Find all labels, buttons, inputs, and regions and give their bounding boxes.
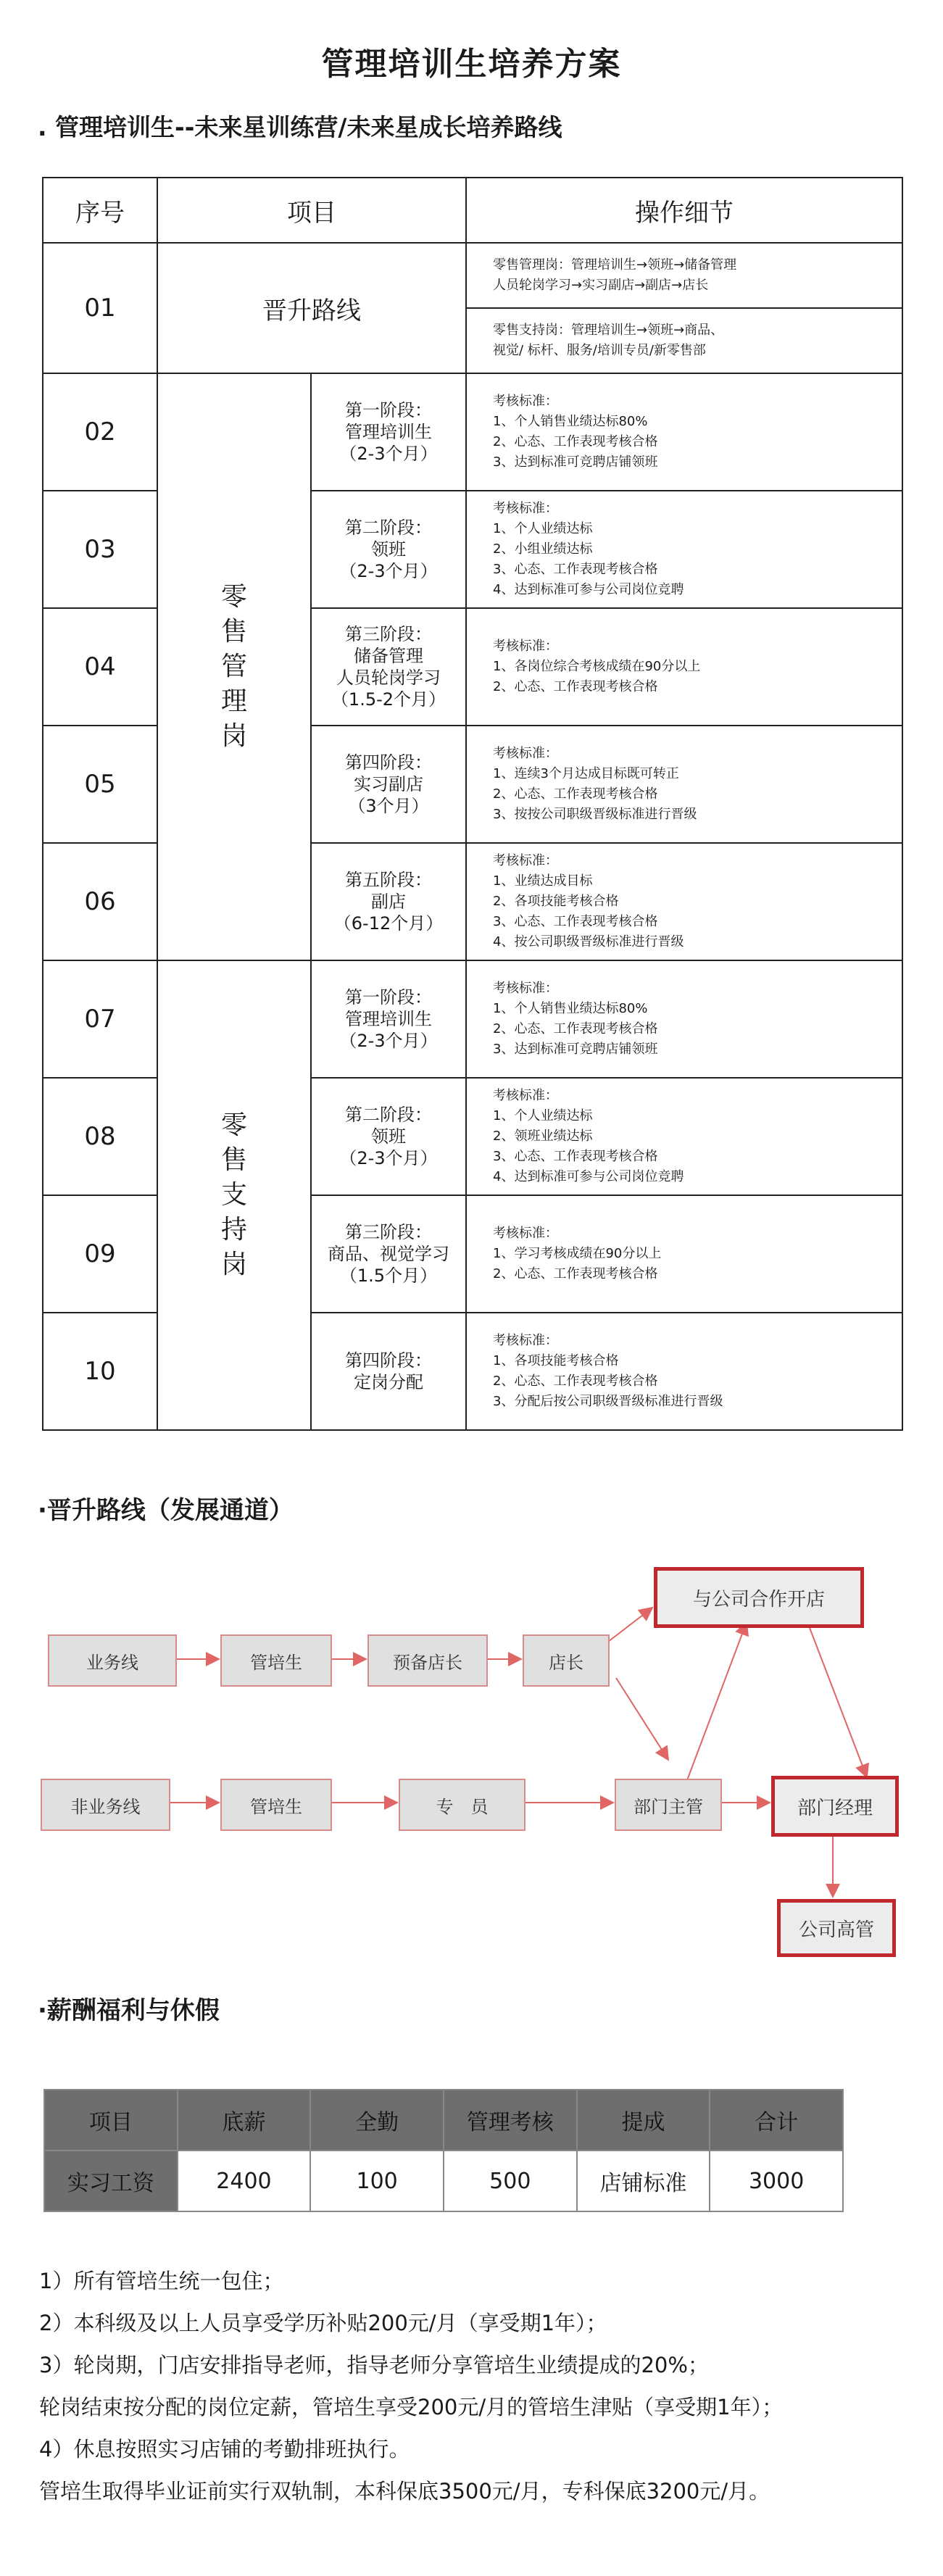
arrow-line [807,1622,867,1777]
training-plan-table [42,177,903,1431]
salary-header-cell: 底薪 [178,2090,311,2151]
row-number: 07 [43,960,157,1078]
note-item: 管培生取得毕业证前实行双轨制，本科保底3500元/月，专科保底3200元/月。 [39,2479,770,2504]
salary-header-cell: 全勤 [310,2090,444,2151]
salary-cell: 100 [310,2151,444,2211]
header-num: 序号 [43,178,157,243]
detail-cell: 考核标准： 1、各项技能考核合格 2、心态、工作表现考核合格 3、分配后按公司职级晋级标准进行晋级 [466,1313,902,1430]
group-retail-management: 零 售 管 理 岗 [157,373,311,960]
detail-cell: 考核标准： 1、连续3个月达成目标既可转正 2、心态、工作表现考核合格 3、按按公司职级晋级标准进行晋级 [466,726,902,843]
row-number: 03 [43,491,157,608]
detail-retail-management: 零售管理岗：管理培训生→领班→储备管理 人员轮岗学习→实习副店→副店→店长 [466,243,902,308]
stage-cell: 第四阶段： 实习副店 （3个月） [311,726,466,843]
group-retail-support: 零 售 支 持 岗 [157,960,311,1430]
node-specialist: 专 员 [399,1779,525,1831]
row-number: 05 [43,726,157,843]
salary-cell: 3000 [710,2151,843,2211]
node-trainee-1: 管培生 [220,1634,332,1687]
detail-cell: 考核标准： 1、个人销售业绩达标80% 2、心态、工作表现考核合格 3、达到标准可竞聘店铺领班 [466,373,902,491]
salary-cell: 2400 [178,2151,311,2211]
node-business-line: 业务线 [48,1634,177,1687]
arrow-line [616,1678,668,1760]
row-number: 01 [43,243,157,373]
stage-cell: 第五阶段： 副店 （6-12个月） [311,843,466,960]
row-number: 08 [43,1078,157,1195]
node-partner-store: 与公司合作开店 [654,1567,864,1628]
salary-header-cell: 项目 [44,2090,178,2151]
salary-header-cell: 管理考核 [444,2090,577,2151]
detail-cell: 考核标准： 1、个人销售业绩达标80% 2、心态、工作表现考核合格 3、达到标准可竞聘店铺领班 [466,960,902,1078]
row-number: 04 [43,608,157,726]
salary-cell: 500 [444,2151,577,2211]
stage-cell: 第四阶段： 定岗分配 [311,1313,466,1430]
header-project: 项目 [157,178,466,243]
detail-cell: 考核标准： 1、个人业绩达标 2、领班业绩达标 3、心态、工作表现考核合格 4、达到标准可参与公司岗位竞聘 [466,1078,902,1195]
bullet-dot: . [38,113,56,141]
table-header-row [43,178,902,243]
arrow-line [687,1622,747,1780]
benefit-notes [39,2260,931,2512]
stage-cell: 第一阶段： 管理培训生 （2-3个月） [311,960,466,1078]
detail-retail-support: 零售支持岗：管理培训生→领班→商品、 视觉/ 标杆、服务/培训专员/新零售部 [466,308,902,373]
note-item: 2）本科级及以上人员享受学历补贴200元/月（享受期1年）； [39,2311,607,2335]
row-number: 06 [43,843,157,960]
project-promotion-route: 晋升路线 [157,243,466,373]
note-item: 1）所有管培生统一包住； [39,2269,284,2293]
node-reserve-manager: 预备店长 [367,1634,488,1687]
page-title: 管理培训生培养方案 [321,46,622,83]
table-row [43,373,902,491]
section-heading-compensation: ·薪酬福利与休假 [38,1996,220,2025]
stage-cell: 第一阶段： 管理培训生 （2-3个月） [311,373,466,491]
stage-cell: 第二阶段： 领班 （2-3个月） [311,491,466,608]
salary-cell: 店铺标准 [577,2151,710,2211]
detail-cell: 考核标准： 1、学习考核成绩在90分以上 2、心态、工作表现考核合格 [466,1195,902,1313]
salary-header-row [44,2090,843,2151]
node-store-manager: 店长 [523,1634,610,1687]
node-senior-executive: 公司高管 [777,1899,896,1957]
detail-cell: 考核标准： 1、业绩达成目标 2、各项技能考核合格 3、心态、工作表现考核合格 4、按公司职级晋级标准进行晋级 [466,843,902,960]
table-row [43,243,902,308]
arrow-line [608,1608,652,1642]
table-row [43,960,902,1078]
stage-cell: 第三阶段： 储备管理 人员轮岗学习 （1.5-2个月） [311,608,466,726]
salary-header-cell: 提成 [577,2090,710,2151]
row-number: 02 [43,373,157,491]
header-detail: 操作细节 [466,178,902,243]
node-trainee-2: 管培生 [220,1779,332,1831]
note-item: 3）轮岗期，门店安排指导老师，指导老师分享管培生业绩提成的20%； [39,2353,709,2377]
section-heading-training-route: . 管理培训生--未来星训练营/未来星成长培养路线 [38,113,562,141]
salary-header-cell: 合计 [710,2090,843,2151]
detail-cell: 考核标准： 1、各岗位综合考核成绩在90分以上 2、心态、工作表现考核合格 [466,608,902,726]
row-number: 10 [43,1313,157,1430]
node-department-manager: 部门经理 [771,1776,899,1837]
stage-cell: 第二阶段： 领班 （2-3个月） [311,1078,466,1195]
section-heading-promotion: ·晋升路线（发展通道） [38,1496,294,1525]
salary-table [43,2089,844,2212]
row-number: 09 [43,1195,157,1313]
note-item: 轮岗结束按分配的岗位定薪，管培生享受200元/月的管培生津贴（享受期1年）； [39,2395,784,2419]
stage-cell: 第三阶段： 商品、视觉学习 （1.5个月） [311,1195,466,1313]
detail-cell: 考核标准： 1、个人业绩达标 2、小组业绩达标 3、心态、工作表现考核合格 4、达到标准可参与公司岗位竞聘 [466,491,902,608]
node-non-business-line: 非业务线 [41,1779,170,1831]
node-department-supervisor: 部门主管 [615,1779,722,1831]
note-item: 4）休息按照实习店铺的考勤排班执行。 [39,2437,410,2461]
salary-row-label: 实习工资 [44,2151,178,2211]
salary-row [44,2151,843,2211]
